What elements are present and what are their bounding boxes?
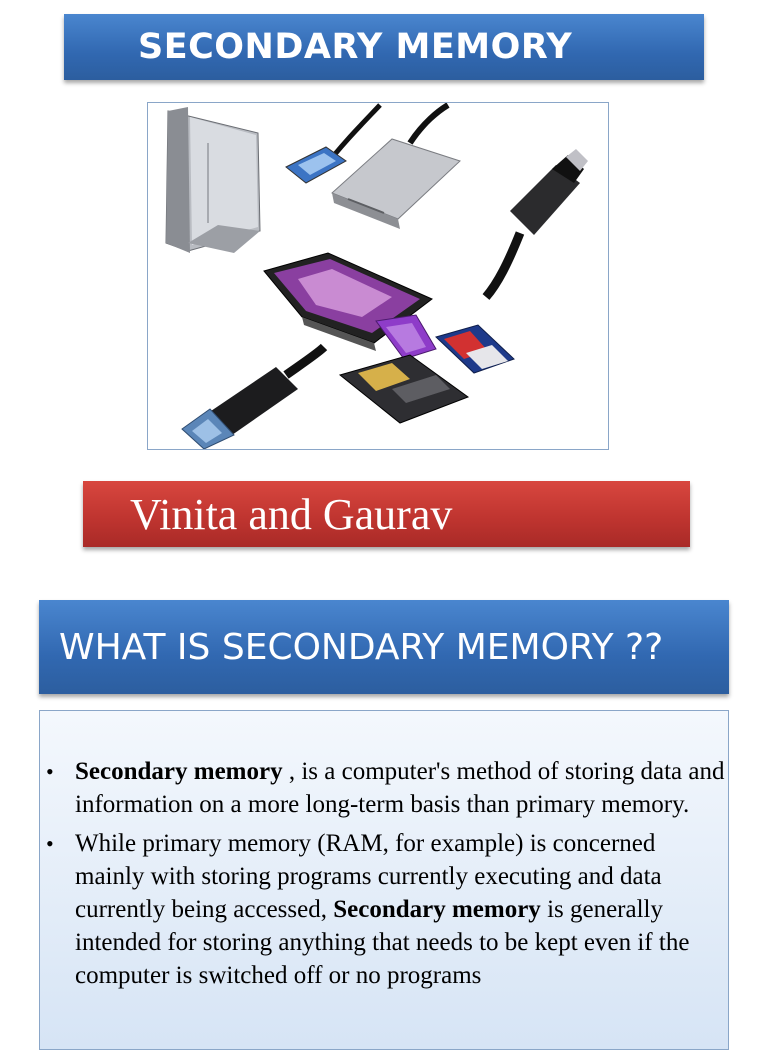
list-item — [46, 755, 725, 821]
memory-stick-icon — [376, 315, 436, 359]
content-box — [39, 710, 729, 1050]
sd-card-icon — [436, 325, 514, 373]
bold-term: Secondary memory — [333, 896, 541, 923]
slide-title: SECONDARY MEMORY — [138, 27, 573, 67]
bold-term: Secondary memory — [75, 758, 283, 785]
smart-media-card-icon — [340, 355, 468, 423]
firewire-cable-icon — [486, 149, 588, 297]
bullet-icon: • — [46, 831, 54, 856]
usb-cable-icon — [182, 347, 324, 449]
section-heading-banner — [39, 600, 729, 694]
bullet-icon: • — [46, 759, 54, 784]
section-heading: WHAT IS SECONDARY MEMORY ?? — [59, 626, 664, 668]
bullet-text: While primary memory (RAM, for example) is concerned mainly with storing programs currently executing and data currently being accessed, — [75, 830, 662, 923]
external-hard-drive-icon — [166, 107, 260, 253]
author-names: Vinita and Gaurav — [130, 489, 453, 539]
storage-devices-photo — [147, 102, 609, 450]
slide-title-banner — [64, 14, 704, 80]
bullet-text: is generally intended for storing anything that needs to be kept even if the computer is switched off or no programs — [75, 896, 690, 989]
external-drive-icon — [332, 105, 460, 229]
list-item — [46, 827, 725, 992]
bullet-text: , is a computer's method of storing data and information on a more long-term basis than primary memory. — [75, 758, 725, 818]
bullet-list — [40, 711, 728, 992]
author-banner — [83, 481, 690, 547]
